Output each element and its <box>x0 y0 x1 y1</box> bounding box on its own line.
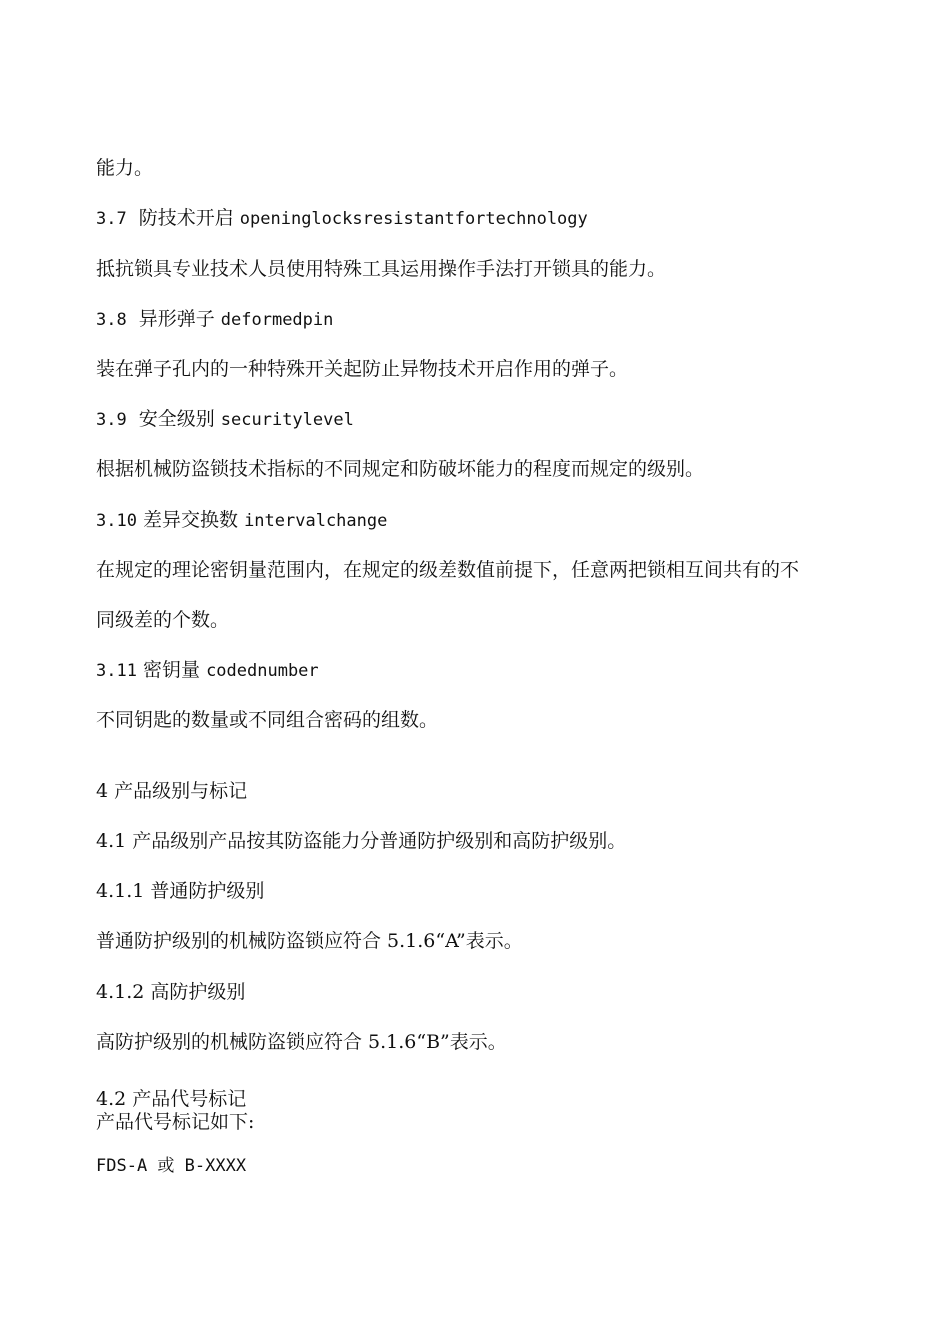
section-title: 密钥量 <box>143 659 201 681</box>
section-heading-3-8 <box>96 307 333 332</box>
paragraph-text: 普通防护级别的机械防盗锁应符合 5.1.6“A”表示。 <box>96 930 523 952</box>
subsection-heading: 4.2 产品代号标记 <box>96 1088 247 1110</box>
section-title: 异形弹子 <box>138 308 215 330</box>
paragraph-text: 产品代号标记如下: <box>96 1111 255 1133</box>
product-code: FDS-A 或 B-XXXX <box>96 1156 247 1176</box>
paragraph-text: 同级差的个数。 <box>96 609 230 631</box>
subsection-heading: 4.1.1 普通防护级别 <box>96 880 265 902</box>
section-heading-3-7 <box>96 206 588 231</box>
paragraph-text: 装在弹子孔内的一种特殊开关起防止异物技术开启作用的弹子。 <box>96 358 629 380</box>
section-english-term: intervalchange <box>244 511 388 531</box>
paragraph-text: 能力。 <box>96 157 154 179</box>
section-number: 3.11 <box>96 661 137 681</box>
section-heading-3-10 <box>96 508 387 533</box>
section-number: 3.7 <box>96 209 127 229</box>
subsection-heading: 4.1.2 高防护级别 <box>96 981 246 1003</box>
paragraph-text: 抵抗锁具专业技术人员使用特殊工具运用操作手法打开锁具的能力。 <box>96 258 667 280</box>
section-title: 防技术开启 <box>138 207 234 229</box>
section-heading-3-9 <box>96 407 354 432</box>
section-heading-3-11 <box>96 658 319 683</box>
section-english-term: openinglocksresistantfortechnology <box>239 209 588 229</box>
section-number: 3.10 <box>96 511 137 531</box>
section-english-term: securitylevel <box>220 410 354 430</box>
paragraph-text: 不同钥匙的数量或不同组合密码的组数。 <box>96 709 439 731</box>
paragraph-text: 高防护级别的机械防盗锁应符合 5.1.6“B”表示。 <box>96 1031 507 1053</box>
section-english-term: deformedpin <box>220 310 334 330</box>
paragraph-text: 4.1 产品级别产品按其防盗能力分普通防护级别和高防护级别。 <box>96 830 627 852</box>
section-number: 3.9 <box>96 410 127 430</box>
paragraph-text: 根据机械防盗锁技术指标的不同规定和防破坏能力的程度而规定的级别。 <box>96 458 705 480</box>
section-title: 安全级别 <box>138 408 215 430</box>
section-title: 差异交换数 <box>143 509 239 531</box>
section-english-term: codednumber <box>206 661 319 681</box>
chapter-heading: 4 产品级别与标记 <box>96 780 248 802</box>
section-number: 3.8 <box>96 310 127 330</box>
paragraph-text: 在规定的理论密钥量范围内，在规定的级差数值前提下，任意两把锁相互间共有的不 <box>96 559 800 581</box>
